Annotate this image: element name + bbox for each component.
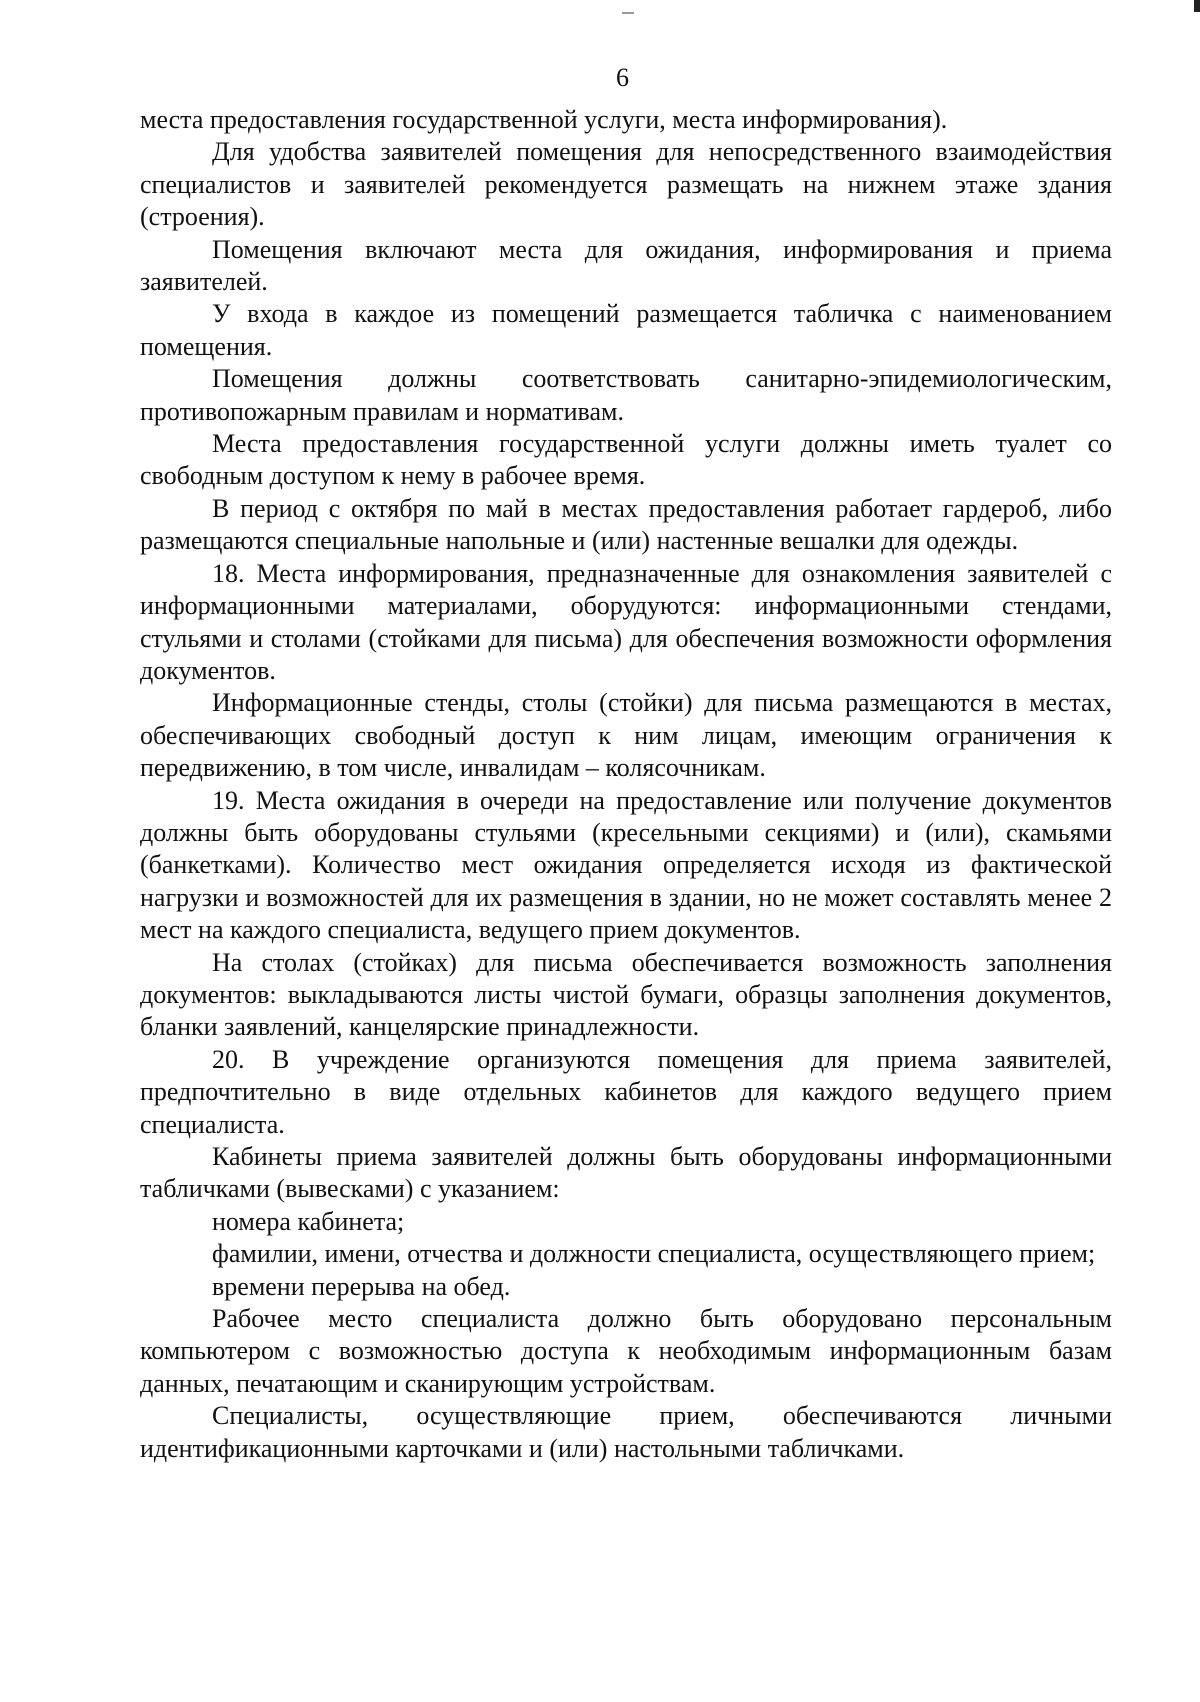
paragraph-identification-cards: Специалисты, осуществляющие прием, обеспечиваются личными идентификационными карточками и (или) настольными табличками. [140,1401,1112,1463]
paragraph-premises-include: Помещения включают места для ожидания, информирования и приема заявителей. [140,234,1112,297]
list-item-office-number: номера кабинета; [212,1206,405,1236]
paragraph-cloakroom: В период с октября по май в местах предоставления работает гардероб, либо размещаются специальные напольные и (или) настенные вешалки для одежды. [140,493,1112,556]
paragraph-continuation: места предоставления государственной услуги, места информирования). [140,105,948,134]
paragraph-toilet: Места предоставления государственной услуги должны иметь туалет со свободным доступом к нему в рабочее время. [140,429,1112,491]
list-item-lunch-break: времени перерыва на обед. [212,1271,511,1301]
paragraph-workplace-equipment: Рабочее место специалиста должно быть оборудовано персональным компьютером с возможностью доступа к необходимым информационным базам данных, печатающим и сканирующим устройствам. [140,1304,1112,1398]
paragraph-sanitary-rules: Помещения должны соответствовать санитарно-эпидемиологическим, противопожарным правилам и нормативам. [140,364,1112,426]
paragraph-item-19: 19. Места ожидания в очереди на предоставление или получение документов должны быть оборудованы стульями (кресельными секциями) и (или), скамьями (банкетками). Количество мест ожидания определяется исходя из фактической нагрузки и возможностей для их размещения в здании, но не может составлять менее 2 мест на каждого специалиста, ведущего прием документов. [140,785,1112,945]
paragraph-entrance-sign: У входа в каждое из помещений размещается табличка с наименованием помещения. [140,299,1112,361]
paragraph-writing-tables: На столах (стойках) для письма обеспечивается возможность заполнения документов: выкладываются листы чистой бумаги, образцы заполнения документов, бланки заявлений, канцелярские принадлежности. [140,947,1112,1042]
paragraph-office-signs: Кабинеты приема заявителей должны быть оборудованы информационными табличками (вывесками) с указанием: [140,1142,1112,1204]
document-body [140,104,1112,1465]
scan-top-mark [622,12,634,14]
paragraph-information-stands: Информационные стенды, столы (стойки) для письма размещаются в местах, обеспечивающих свободный доступ к ним лицам, имеющим ограничения к передвижению, в том числе, инвалидам – колясочникам. [140,688,1112,783]
list-item-specialist-name: фамилии, имени, отчества и должности специалиста, осуществляющего прием; [212,1239,1096,1269]
paragraph-applicant-convenience: Для удобства заявителей помещения для непосредственного взаимодействия специалистов и заявителей рекомендуется размещать на нижнем этаже здания (строения). [140,137,1112,232]
page-number: 6 [616,63,629,92]
scan-edge-mark [1194,0,1200,12]
paragraph-item-18: 18. Места информирования, предназначенные для ознакомления заявителей с информационными материалами, оборудуются: информационными стендами, стульями и столами (стойками для письма) для обеспечения возможности оформления документов. [140,558,1112,685]
paragraph-item-20: 20. В учреждение организуются помещения для приема заявителей, предпочтительно в виде отдельных кабинетов для каждого ведущего прием специалиста. [140,1044,1112,1139]
